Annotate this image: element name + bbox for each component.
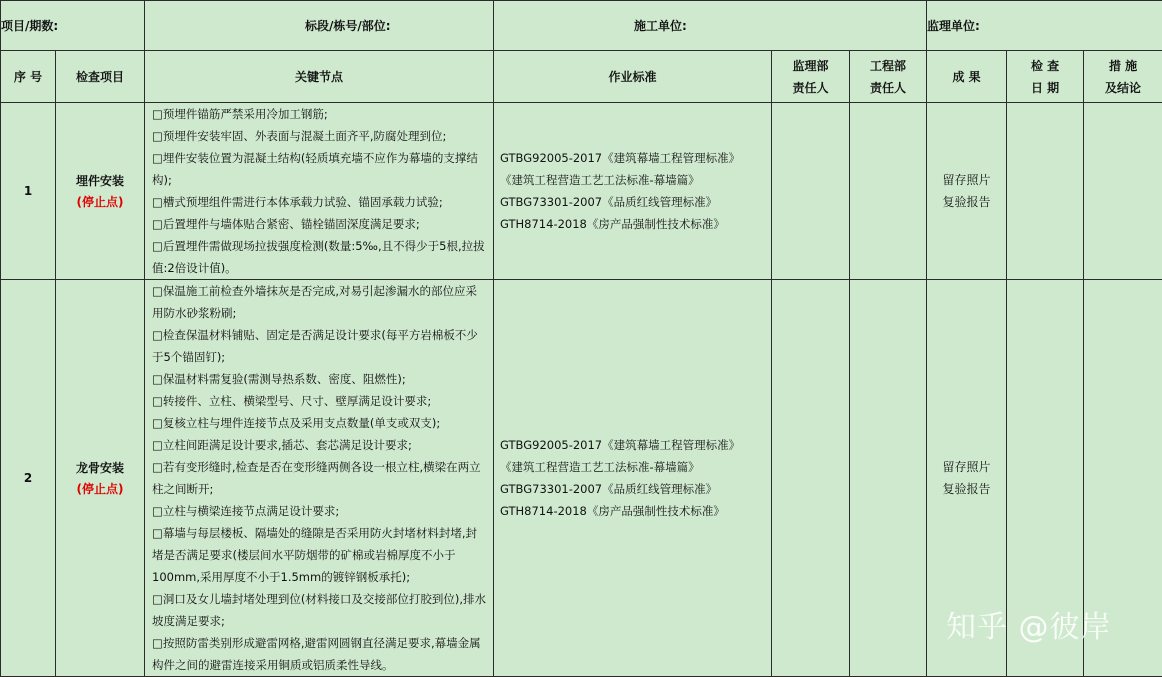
header-engineering-line1: 工程部 [850,55,926,77]
header-item: 检查项目 [56,51,145,103]
row-seq: 2 [1,280,56,677]
row-item-name: 埋件安装 [76,174,124,188]
row-item [56,280,145,677]
key-node: □立柱间距满足设计要求,插芯、套芯满足设计要求; [152,434,487,456]
project-label: 项目/期数: [1,1,145,51]
key-node: □按照防雷类别形成避雷网格,避雷网圆钢直径满足要求,幕墙金属构件之间的避雷连接采用铜质或铝质柔性导线。 [152,632,487,676]
top-info-row [1,1,1162,51]
standard-item: GTH8714-2018《房产品强制性技术标准》 [500,500,771,522]
result-line1: 留存照片 [927,169,1006,191]
engineering-cell[interactable] [850,280,927,677]
key-node: □转接件、立柱、横梁型号、尺寸、壁厚满足设计要求; [152,390,487,412]
table-row [1,103,1162,280]
header-date-line1: 检 查 [1007,55,1083,77]
section-label: 标段/栋号/部位: [145,1,494,51]
header-seq: 序 号 [1,51,56,103]
standard-item: GTBG92005-2017《建筑幕墙工程管理标准》 [500,147,771,169]
header-supervisor-line2: 责任人 [772,77,849,99]
key-node: □槽式预埋组件需进行本体承载力试验、锚固承载力试验; [152,191,487,213]
supervisor-cell[interactable] [772,103,850,280]
standard-item: GTBG73301-2007《品质红线管理标准》 [500,191,771,213]
header-supervisor-line1: 监理部 [772,55,849,77]
header-engineering-line2: 责任人 [850,77,926,99]
stop-point-badge: (停止点) [56,193,144,210]
row-item [56,103,145,280]
key-nodes-cell [145,103,494,280]
standard-item: GTBG92005-2017《建筑幕墙工程管理标准》 [500,434,771,456]
header-date-line2: 日 期 [1007,77,1083,99]
key-node: □检查保温材料铺贴、固定是否满足设计要求(每平方岩棉板不少于5个锚固钉); [152,324,487,368]
header-measure [1084,51,1162,103]
standard-item: 《建筑工程营造工艺工法标准-幕墙篇》 [500,169,771,191]
key-node: □复核立柱与埋件连接节点及采用支点数量(单支或双支); [152,412,487,434]
header-engineering [850,51,927,103]
header-date [1007,51,1084,103]
construction-unit-label: 施工单位: [494,1,927,51]
key-node: □若有变形缝时,检查是否在变形缝两侧各设一根立柱,横梁在两立柱之间断开; [152,456,487,500]
standard-item: 《建筑工程营造工艺工法标准-幕墙篇》 [500,456,771,478]
header-key-nodes: 关键节点 [145,51,494,103]
header-measure-line1: 措 施 [1084,55,1162,77]
key-node: □预埋件安装牢固、外表面与混凝土面齐平,防腐处理到位; [152,125,487,147]
key-node: □埋件安装位置为混凝土结构(轻质填充墙不应作为幕墙的支撑结构); [152,147,487,191]
standard-item: GTH8714-2018《房产品强制性技术标准》 [500,213,771,235]
result-line2: 复验报告 [927,191,1006,213]
supervisor-cell[interactable] [772,280,850,677]
header-supervisor [772,51,850,103]
engineering-cell[interactable] [850,103,927,280]
watermark: 知乎 @彼岸 [946,602,1112,646]
stop-point-badge: (停止点) [56,480,144,497]
key-node: □预埋件锚筋严禁采用冷加工钢筋; [152,103,487,125]
header-standard: 作业标准 [494,51,772,103]
result-line1: 留存照片 [927,456,1006,478]
measure-cell[interactable] [1084,103,1162,280]
key-node: □保温材料需复验(需测导热系数、密度、阻燃性); [152,368,487,390]
key-node: □后置埋件需做现场拉拔强度检测(数量:5‰,且不得少于5根,拉拔值:2倍设计值)。 [152,235,487,279]
row-item-name: 龙骨安装 [76,461,124,475]
standards-cell [494,280,772,677]
key-node: □洞口及女儿墙封堵处理到位(材料接口及交接部位打胶到位),排水坡度满足要求; [152,588,487,632]
header-row [1,51,1162,103]
header-result: 成 果 [927,51,1007,103]
row-seq: 1 [1,103,56,280]
header-measure-line2: 及结论 [1084,77,1162,99]
standard-item: GTBG73301-2007《品质红线管理标准》 [500,478,771,500]
key-node: □幕墙与每层楼板、隔墙处的缝隙是否采用防火封堵材料封堵,封堵是否满足要求(楼层间水平防烟带的矿棉或岩棉厚度不小于100mm,采用厚度不小于1.5mm的镀锌钢板承托); [152,522,487,588]
key-node: □保温施工前检查外墙抹灰是否完成,对易引起渗漏水的部位应采用防水砂浆粉刷; [152,280,487,324]
key-node: □后置埋件与墙体贴合紧密、锚栓锚固深度满足要求; [152,213,487,235]
result-line2: 复验报告 [927,478,1006,500]
result-cell [927,103,1007,280]
key-nodes-cell [145,280,494,677]
key-node: □立柱与横梁连接节点满足设计要求; [152,500,487,522]
supervision-unit-label: 监理单位: [927,1,1162,51]
date-cell[interactable] [1007,103,1084,280]
standards-cell [494,103,772,280]
